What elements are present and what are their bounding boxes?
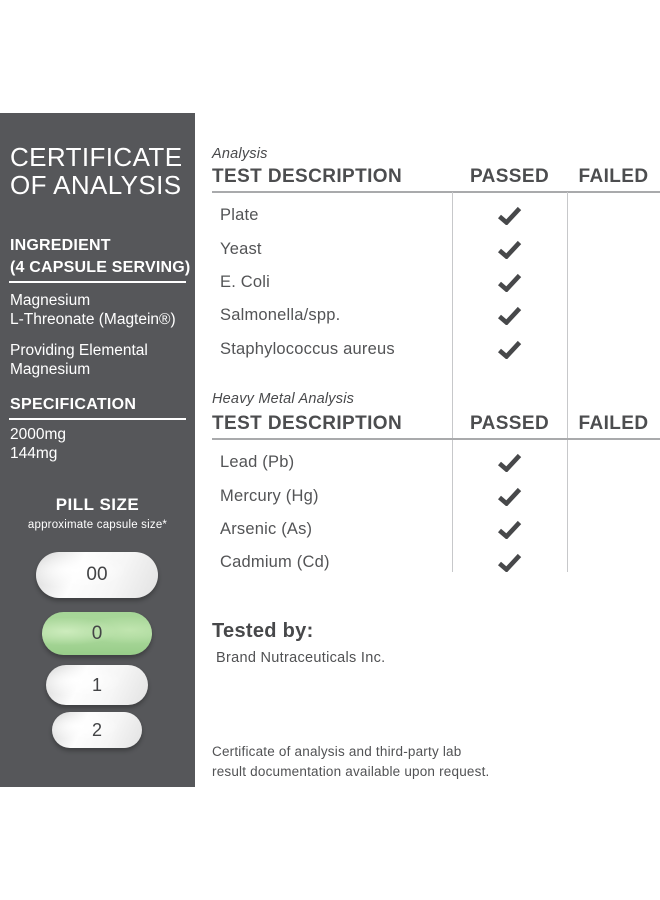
table-row <box>212 266 660 299</box>
column-header-passed: PASSED <box>469 413 550 434</box>
row-label: Cadmium (Cd) <box>220 553 330 572</box>
check-icon <box>452 240 567 259</box>
heavy-metal-header-rule <box>212 438 660 440</box>
pill-size-1 <box>46 665 148 705</box>
ingredient-heading <box>10 235 190 278</box>
check-icon <box>452 453 567 472</box>
heavy-metal-table-header <box>212 413 660 435</box>
ingredient-divider <box>9 281 186 283</box>
pill-size-0-highlighted <box>42 612 152 655</box>
heavy-metal-table-rows <box>212 446 660 580</box>
column-header-passed: PASSED <box>469 166 550 187</box>
sidebar-panel <box>0 113 195 787</box>
footer-note <box>212 742 489 782</box>
heavy-metal-section-label: Heavy Metal Analysis <box>212 391 355 407</box>
column-header-test-description: TEST DESCRIPTION <box>212 413 403 434</box>
check-icon <box>452 553 567 572</box>
table-row <box>212 513 660 546</box>
tested-by-value: Brand Nutraceuticals Inc. <box>216 650 386 666</box>
pill-size-00-label: 00 <box>86 564 108 585</box>
row-label: Yeast <box>220 239 262 258</box>
check-icon <box>452 306 567 325</box>
row-label: Plate <box>220 206 259 225</box>
specification-value-1: 2000mg <box>10 426 67 443</box>
ingredient-heading-line1: INGREDIENT <box>10 237 111 254</box>
ingredient-heading-line2: (4 CAPSULE SERVING) <box>10 258 191 276</box>
providing-elemental <box>10 341 148 379</box>
column-header-test-description: TEST DESCRIPTION <box>212 166 403 187</box>
analysis-table-header <box>212 166 660 188</box>
page-title <box>10 144 182 199</box>
row-label: Arsenic (As) <box>220 519 313 538</box>
analysis-table-rows <box>212 199 660 366</box>
providing-line2: Magnesium <box>10 361 91 378</box>
footer-note-line1: Certificate of analysis and third-party lab <box>212 744 462 759</box>
row-label: Salmonella/spp. <box>220 306 341 325</box>
specification-values <box>10 425 66 463</box>
table-row <box>212 546 660 579</box>
check-icon <box>452 273 567 292</box>
check-icon <box>452 520 567 539</box>
table-row <box>212 199 660 232</box>
check-icon <box>452 487 567 506</box>
check-icon <box>452 340 567 359</box>
ingredient-name-line1: Magnesium <box>10 292 91 309</box>
row-label: Lead (Pb) <box>220 453 295 472</box>
table-row <box>212 446 660 479</box>
pill-size-heading: PILL SIZE <box>55 495 140 514</box>
pill-size-2 <box>52 712 142 748</box>
analysis-header-rule <box>212 191 660 193</box>
table-row <box>212 232 660 265</box>
pill-size-0-label: 0 <box>91 622 103 644</box>
table-row <box>212 333 660 366</box>
ingredient-name <box>10 291 176 329</box>
column-header-failed: FAILED <box>578 413 649 434</box>
page-title-line1: CERTIFICATE <box>10 142 183 172</box>
row-label: Mercury (Hg) <box>220 486 319 505</box>
tested-by-label: Tested by: <box>212 620 314 642</box>
pill-size-00 <box>36 552 158 598</box>
specification-heading: SPECIFICATION <box>10 396 137 413</box>
row-label: Staphylococcus aureus <box>220 339 395 358</box>
pill-size-note: approximate capsule size* <box>27 519 168 531</box>
pill-size-1-label: 1 <box>91 674 102 695</box>
specification-divider <box>9 418 186 420</box>
table-row <box>212 479 660 512</box>
page-title-line2: OF ANALYSIS <box>10 169 182 200</box>
specification-value-2: 144mg <box>10 445 58 462</box>
table-row <box>212 299 660 332</box>
pill-size-2-label: 2 <box>91 719 102 740</box>
column-header-failed: FAILED <box>578 166 649 187</box>
footer-note-line2: result documentation available upon request. <box>212 764 490 779</box>
providing-line1: Providing Elemental <box>10 342 148 359</box>
check-icon <box>452 206 567 225</box>
analysis-section-label: Analysis <box>212 146 268 162</box>
ingredient-name-line2: L-Threonate (Magtein®) <box>10 311 176 328</box>
row-label: E. Coli <box>220 272 270 291</box>
